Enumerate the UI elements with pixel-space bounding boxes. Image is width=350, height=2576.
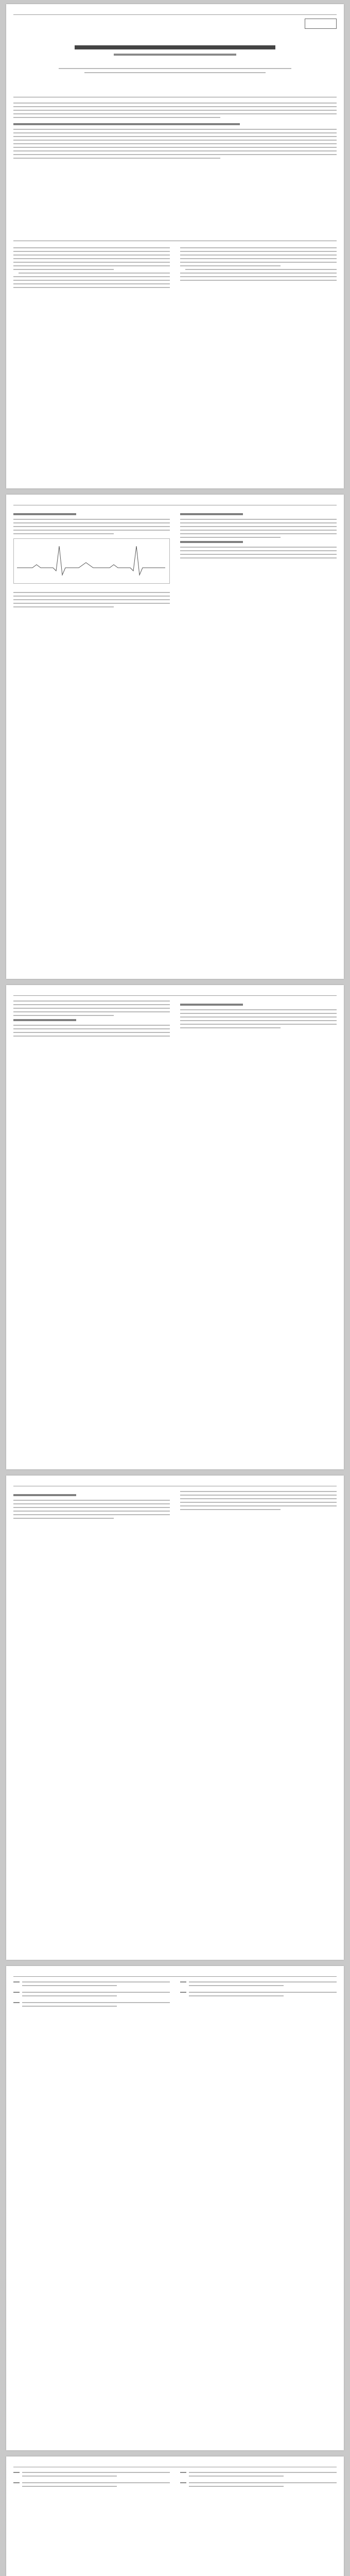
text-line [180,1495,337,1496]
text-line [13,251,170,252]
text-line [13,1028,170,1029]
text-line [13,287,170,288]
text-line [13,1507,170,1508]
running-head [13,8,337,15]
reference-item [13,2472,170,2479]
text-line [180,1016,337,1018]
title-block [13,36,337,90]
text-line [13,283,170,284]
text-line [185,269,337,270]
reference-item [180,2472,337,2479]
text-line [13,147,337,148]
body-column-right [180,510,337,969]
figure-caption [13,588,170,592]
reference-item [180,1992,337,1999]
text-line [180,526,337,527]
paper-page-3 [6,985,344,1469]
reference-item [13,2002,170,2009]
text-line [13,519,170,520]
running-head [13,1970,337,1977]
text-line [180,262,337,263]
text-line [13,1025,170,1026]
text-line [180,557,337,558]
body-column-left [13,1001,170,1459]
text-line [180,519,337,520]
section-heading [180,513,243,515]
body-column-right [180,1491,337,1950]
text-line [13,606,114,607]
text-line [180,276,337,277]
reference-item [13,2482,170,2489]
section-heading [13,513,76,515]
text-line [13,592,170,593]
title-placeholder-line [114,54,237,56]
text-line [13,596,170,597]
text-line [180,537,281,538]
running-head [13,989,337,996]
text-line [180,255,337,256]
text-line [180,247,337,248]
text-line [13,599,170,600]
text-line [13,1032,170,1033]
text-line [13,1011,170,1012]
text-line [13,150,337,151]
text-line [180,1498,337,1499]
text-line [180,1013,337,1014]
text-line [180,522,337,523]
section-heading [180,1004,243,1006]
affiliation-line [84,72,266,73]
abstract-section [13,97,337,241]
references-column-left [13,2472,170,2576]
text-line [13,265,170,266]
text-line [180,533,337,534]
text-line [13,1004,170,1005]
text-line [180,251,337,252]
text-line [13,1514,170,1515]
references-column-right [180,2472,337,2576]
ecg-waveform-figure [17,542,165,579]
paper-page-4 [6,1476,344,1960]
text-line [180,530,337,531]
text-line [13,269,114,270]
text-line [13,113,337,114]
text-line [13,1008,170,1009]
text-line [13,247,170,248]
body-column-left [13,510,170,969]
running-head [13,2461,337,2467]
text-line [13,276,170,277]
text-line [180,547,337,548]
text-line [13,533,114,534]
author-line [13,60,337,65]
text-line [13,129,337,130]
text-line [13,526,170,527]
references-column-right [180,1981,337,2440]
text-line [180,550,337,551]
text-line [13,1503,170,1504]
paper-page-5 [6,1966,344,2450]
text-line [180,1009,337,1010]
text-line [13,1511,170,1512]
text-line [13,262,170,263]
text-line [13,255,170,256]
text-line [13,158,220,159]
text-line [13,136,337,137]
text-line [13,117,220,118]
text-line [13,1500,170,1501]
reference-item [180,1981,337,1989]
text-line [180,1024,337,1025]
text-line [13,1015,114,1016]
text-line [180,258,337,259]
section-heading [13,1494,76,1496]
section-heading [13,1019,76,1021]
text-line [180,265,281,266]
reference-item [180,2482,337,2489]
text-line [180,1509,281,1510]
text-line [13,280,170,281]
text-line [180,554,337,555]
references-column-left [13,1981,170,2440]
body-column-left [13,247,170,478]
text-line [180,1020,337,1021]
running-head [13,1480,337,1486]
body-column-left [13,1491,170,1950]
paper-page-2 [6,495,344,979]
text-line [13,258,170,259]
text-line [180,280,337,281]
running-head [13,499,337,505]
text-line [13,103,337,104]
text-line [13,603,170,604]
text-line [180,1505,337,1506]
text-line [13,143,337,144]
text-line [13,522,170,523]
affiliation-line [59,68,291,69]
paper-title [13,36,337,45]
title-placeholder-line [75,45,275,49]
text-line [180,1502,337,1503]
body-column-right [180,247,337,478]
body-column-right [180,1001,337,1459]
text-line [180,1027,281,1028]
text-line [13,1518,114,1519]
text-line [19,273,170,274]
text-line [13,530,170,531]
text-line [13,154,337,155]
text-line [13,132,337,133]
text-line [13,1001,170,1002]
article-type-badge [305,19,337,29]
section-heading [180,541,243,543]
english-title-placeholder [13,123,240,125]
text-line [13,140,337,141]
paper-page-6 [6,2456,344,2576]
figure-ecg [13,538,170,584]
text-line [180,1491,337,1492]
text-line [13,106,337,107]
reference-item [13,1981,170,1989]
paper-page-1 [6,4,344,488]
text-line [180,273,337,274]
text-line [13,1036,170,1037]
text-line [13,110,337,111]
reference-item [13,1992,170,1999]
